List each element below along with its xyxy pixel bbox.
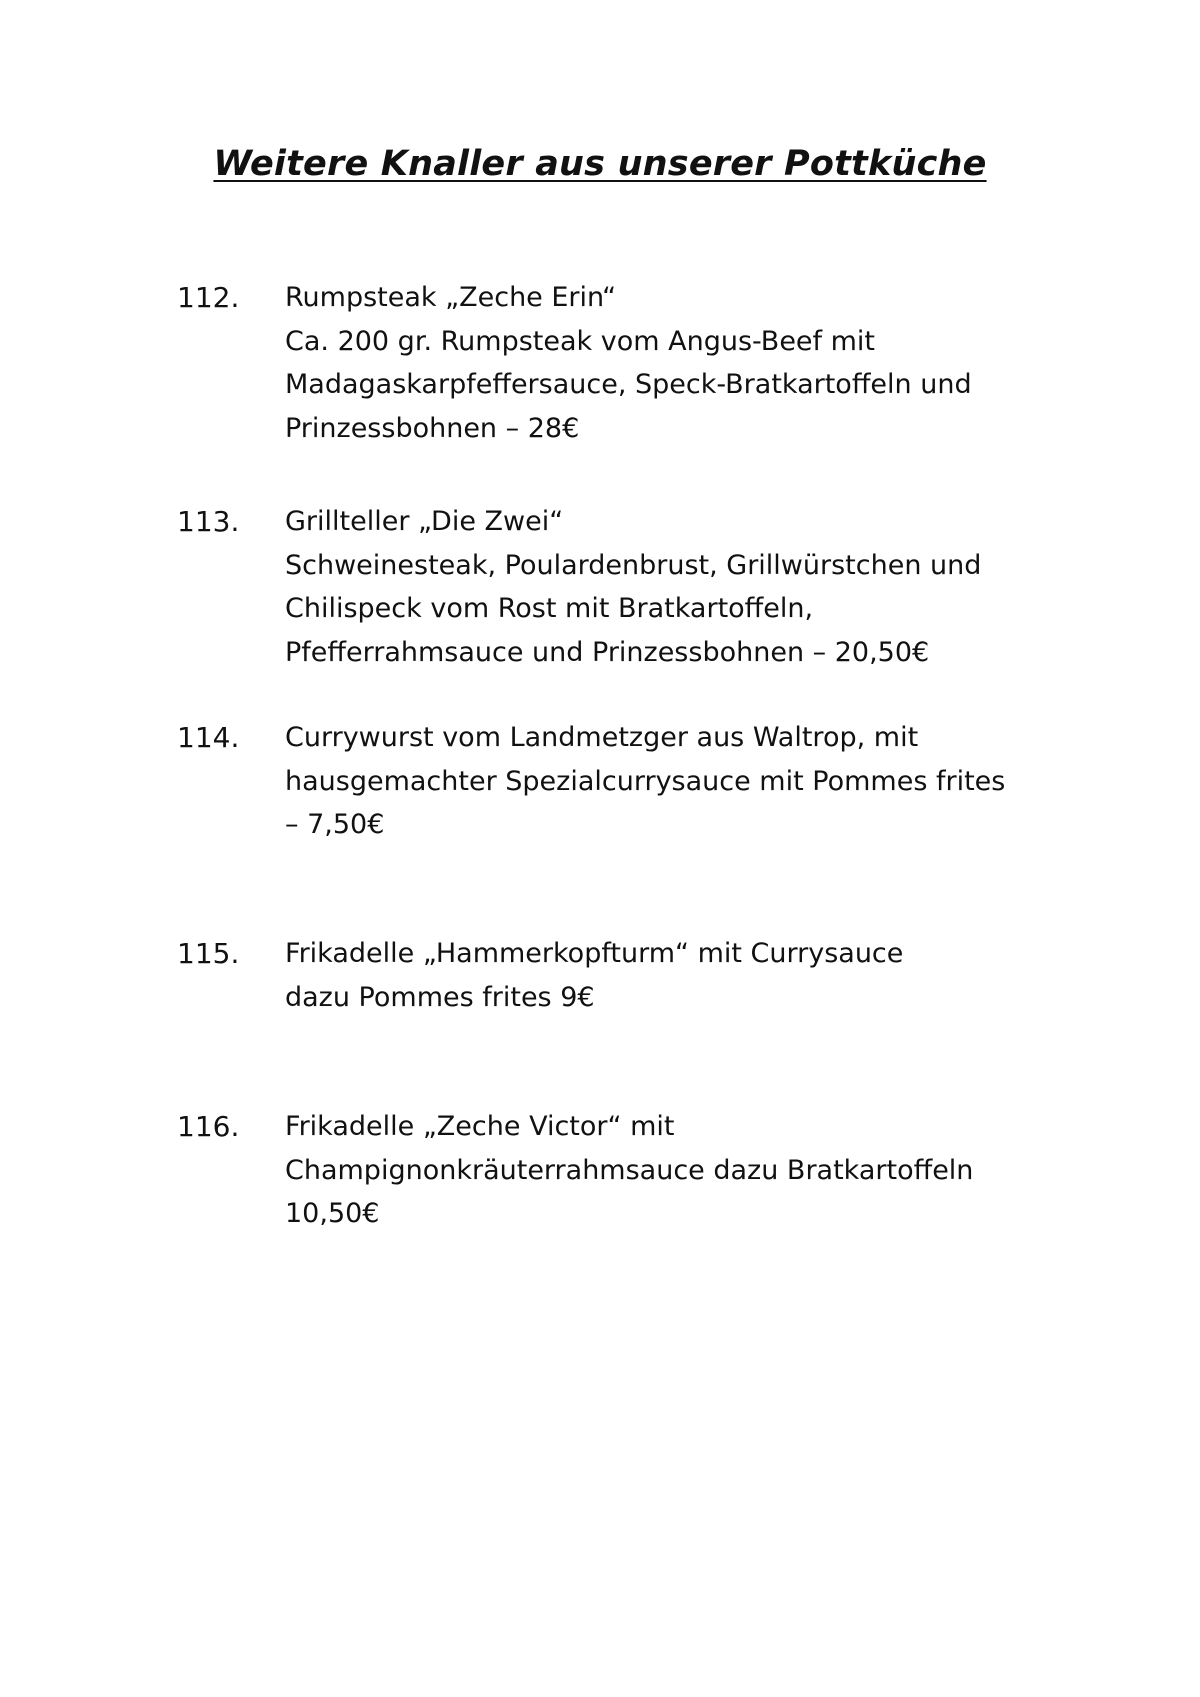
- menu-item-name: Frikadelle „Zeche Victor“ mit: [285, 1111, 675, 1142]
- menu-item-description: [285, 716, 1045, 847]
- menu-item-number: 113.: [177, 505, 240, 538]
- menu-item-line: Prinzessbohnen – 28€: [285, 412, 580, 444]
- menu-item-line: Chilispeck vom Rost mit Bratkartoffeln,: [285, 593, 814, 624]
- menu-item-description: [285, 1105, 1045, 1236]
- menu-item-name: Currywurst vom Landmetzger aus Waltrop, mit: [285, 722, 919, 753]
- menu-item-line: Pfefferrahmsauce und Prinzessbohnen – 20,50€: [285, 636, 930, 668]
- menu-item-name: Rumpsteak „Zeche Erin“: [285, 282, 617, 313]
- menu-item-line: – 7,50€: [285, 809, 385, 840]
- menu-item-line: Champignonkräuterrahmsauce dazu Bratkartoffeln: [285, 1154, 974, 1186]
- menu-item-line: dazu Pommes frites 9€: [285, 981, 595, 1013]
- menu-item-description: [285, 276, 1045, 450]
- menu-item-number: 112.: [177, 281, 240, 314]
- menu-item-line: Madagaskarpfeffersauce, Speck-Bratkartoffeln und: [285, 369, 972, 400]
- menu-item-number: 116.: [177, 1110, 240, 1143]
- menu-item-description: [285, 932, 1045, 1019]
- menu-item-line: Ca. 200 gr. Rumpsteak vom Angus-Beef mit: [285, 325, 876, 357]
- menu-item-name: Grillteller „Die Zwei“: [285, 506, 564, 537]
- menu-item-description: [285, 500, 1045, 674]
- menu-item-name: Frikadelle „Hammerkopfturm“ mit Currysauce: [285, 938, 904, 969]
- menu-item-line: 10,50€: [285, 1198, 380, 1229]
- menu-title: Weitere Knaller aus unserer Pottküche: [213, 144, 987, 184]
- menu-item-number: 115.: [177, 937, 240, 970]
- menu-item-number: 114.: [177, 721, 240, 754]
- menu-item-line: Schweinesteak, Poulardenbrust, Grillwürstchen und: [285, 549, 982, 581]
- menu-item-line: hausgemachter Spezialcurrysauce mit Pommes frites: [285, 765, 1006, 797]
